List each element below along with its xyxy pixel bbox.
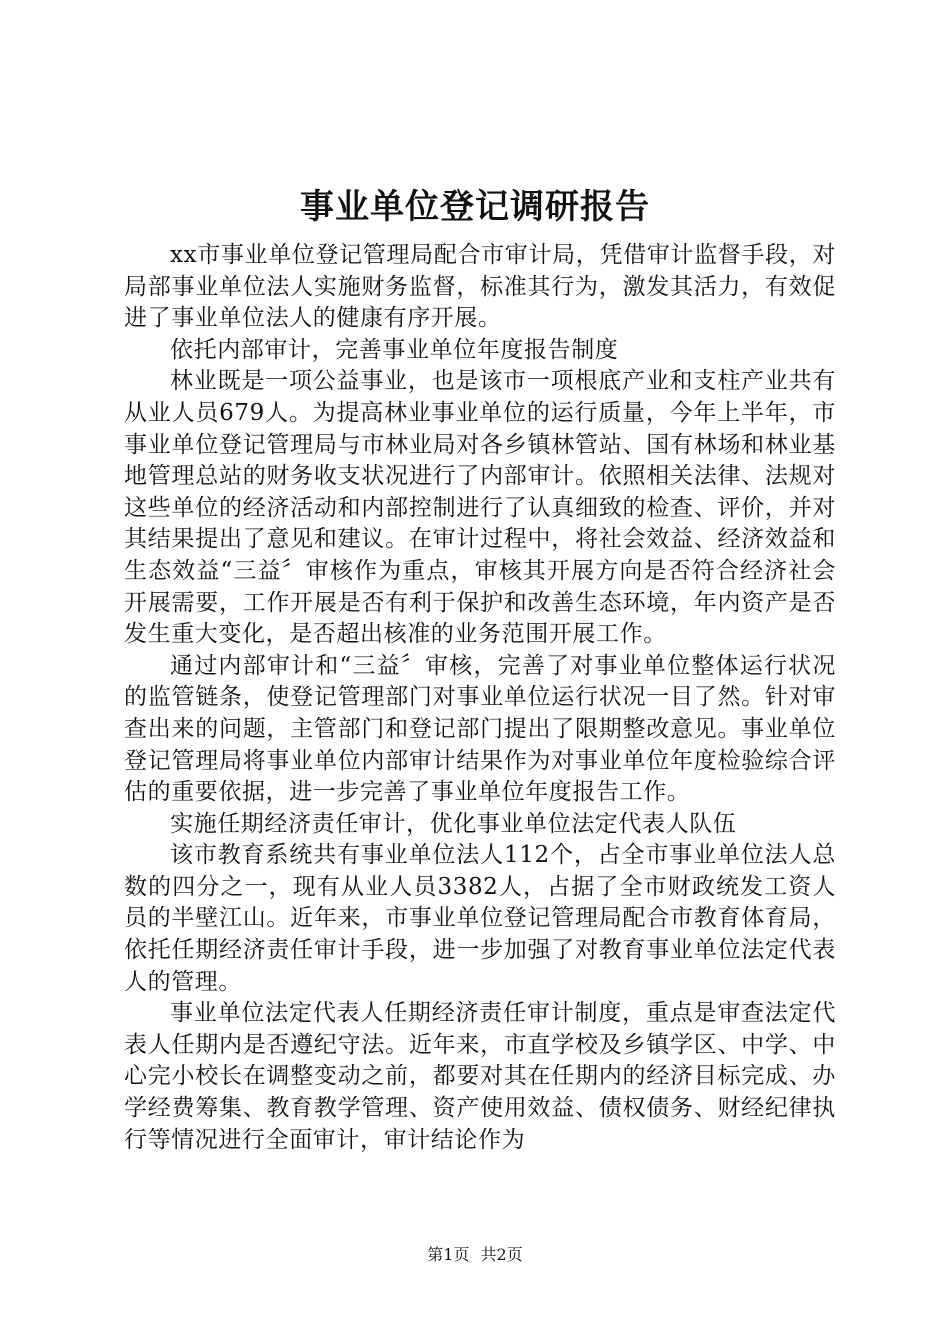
page-number-total: 共2页 (480, 1245, 523, 1264)
document-title: 事业单位登记调研报告 (300, 187, 650, 227)
page-number-current: 第1页 (427, 1245, 470, 1264)
paragraph-audit-system: 事业单位法定代表人任期经济责任审计制度，重点是审查法定代表人任期内是否遵纪守法。近年来，市直学校及乡镇学区、中学、中心完小校长在调整变动之前，都要对其在任期内的经济目标完成、办学经费筹集、教育教学管理、资产使用效益、债权债务、财经纪律执行等情况进行全面审计，审计结论作为 (124, 1000, 836, 1153)
paragraph-education-system: 该市教育系统共有事业单位法人112个，占全市事业单位法人总数的四分之一，现有从业人员3382人，占据了全市财政统发工资人员的半壁江山。近年来，市事业单位登记管理局配合市教育体育局，依托任期经济责任审计手段，进一步加强了对教育事业单位法定代表人的管理。 (124, 842, 836, 995)
paragraph-supervision-chain: 通过内部审计和“三益〞审核，完善了对事业单位整体运行状况的监管链条，使登记管理部门对事业单位运行状况一目了然。针对审查出来的问题，主管部门和登记部门提出了限期整改意见。事业单位登记管理局将事业单位内部审计结果作为对事业单位年度检验综合评估的重要依据，进一步完善了事业单位年度报告工作。 (124, 652, 836, 806)
page-footer (0, 1244, 950, 1266)
section-heading-term-audit: 实施任期经济责任审计，优化事业单位法定代表人队伍 (170, 810, 737, 837)
paragraph-forestry: 林业既是一项公益事业，也是该市一项根底产业和支柱产业共有从业人员679人。为提高林业事业单位的运行质量，今年上半年，市事业单位登记管理局与市林业局对各乡镇林管站、国有林场和林业基地管理总站的财务收支状况进行了内部审计。依照相关法律、法规对这些单位的经济活动和内部控制进行了认真细致的检查、评价，并对其结果提出了意见和建议。在审计过程中，将社会效益、经济效益和生态效益“三益〞审核作为重点，审核其开展方向是否符合经济社会开展需要，工作开展是否有利于保护和改善生态环境，年内资产是否发生重大变化，是否超出核准的业务范围开展工作。 (124, 368, 836, 648)
paragraph-intro: xx市事业单位登记管理局配合市审计局，凭借审计监督手段，对局部事业单位法人实施财务监督，标准其行为，激发其活力，有效促进了事业单位法人的健康有序开展。 (124, 242, 836, 332)
document-body (124, 240, 836, 1156)
section-heading-internal-audit: 依托内部审计，完善事业单位年度报告制度 (170, 336, 619, 363)
